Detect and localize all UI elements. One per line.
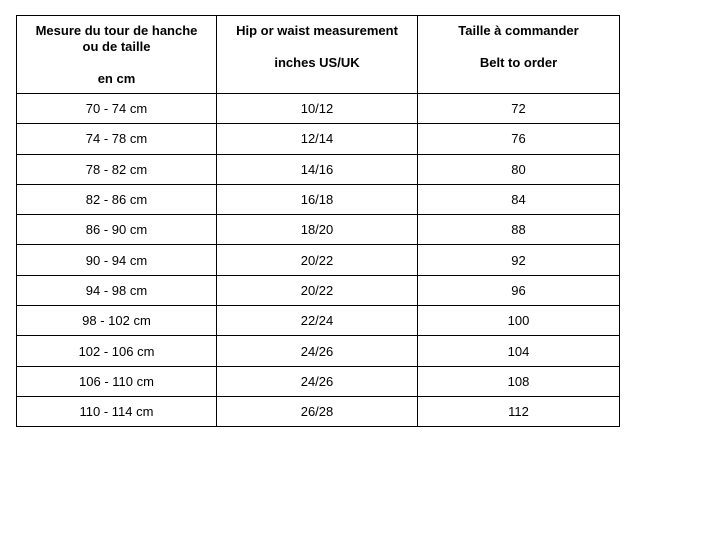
table-row [17,396,620,426]
cell-belt-size: 112 [418,396,620,426]
cell-belt-size: 104 [418,336,620,366]
header-size-to-order [418,16,620,94]
table-row [17,275,620,305]
header-text: ou de taille [82,39,151,54]
cell-belt-size: 96 [418,275,620,305]
cell-cm: 106 - 110 cm [17,366,217,396]
header-unit: inches US/UK [274,55,360,70]
cell-cm: 82 - 86 cm [17,184,217,214]
cell-cm: 110 - 114 cm [17,396,217,426]
table-row [17,306,620,336]
cell-inches: 24/26 [217,366,418,396]
cell-belt-size: 72 [418,94,620,124]
cell-inches: 22/24 [217,306,418,336]
cell-belt-size: 80 [418,154,620,184]
header-row [17,16,620,94]
cell-inches: 20/22 [217,245,418,275]
header-unit: Belt to order [479,55,558,70]
table-row [17,184,620,214]
header-text: Hip or waist measurement [236,23,398,38]
cell-belt-size: 92 [418,245,620,275]
table-row [17,245,620,275]
table-row [17,336,620,366]
cell-belt-size: 88 [418,215,620,245]
cell-belt-size: 108 [418,366,620,396]
table-row [17,215,620,245]
table-row [17,366,620,396]
table-row [17,94,620,124]
cell-inches: 16/18 [217,184,418,214]
header-unit: en cm [97,71,136,86]
header-hip-waist-cm [17,16,217,94]
header-hip-waist-inches [217,16,418,94]
cell-cm: 70 - 74 cm [17,94,217,124]
cell-cm: 78 - 82 cm [17,154,217,184]
table-body [17,94,620,427]
header-text: Mesure du tour de hanche [35,23,198,38]
table-header [17,16,620,94]
header-text: Taille à commander [458,23,579,38]
cell-cm: 98 - 102 cm [17,306,217,336]
cell-cm: 102 - 106 cm [17,336,217,366]
cell-belt-size: 84 [418,184,620,214]
table-row [17,154,620,184]
cell-cm: 90 - 94 cm [17,245,217,275]
cell-cm: 74 - 78 cm [17,124,217,154]
size-chart-table [16,15,620,427]
cell-belt-size: 100 [418,306,620,336]
cell-inches: 24/26 [217,336,418,366]
cell-belt-size: 76 [418,124,620,154]
cell-inches: 10/12 [217,94,418,124]
cell-inches: 18/20 [217,215,418,245]
cell-inches: 26/28 [217,396,418,426]
cell-inches: 20/22 [217,275,418,305]
cell-inches: 12/14 [217,124,418,154]
table-row [17,124,620,154]
cell-inches: 14/16 [217,154,418,184]
cell-cm: 94 - 98 cm [17,275,217,305]
cell-cm: 86 - 90 cm [17,215,217,245]
